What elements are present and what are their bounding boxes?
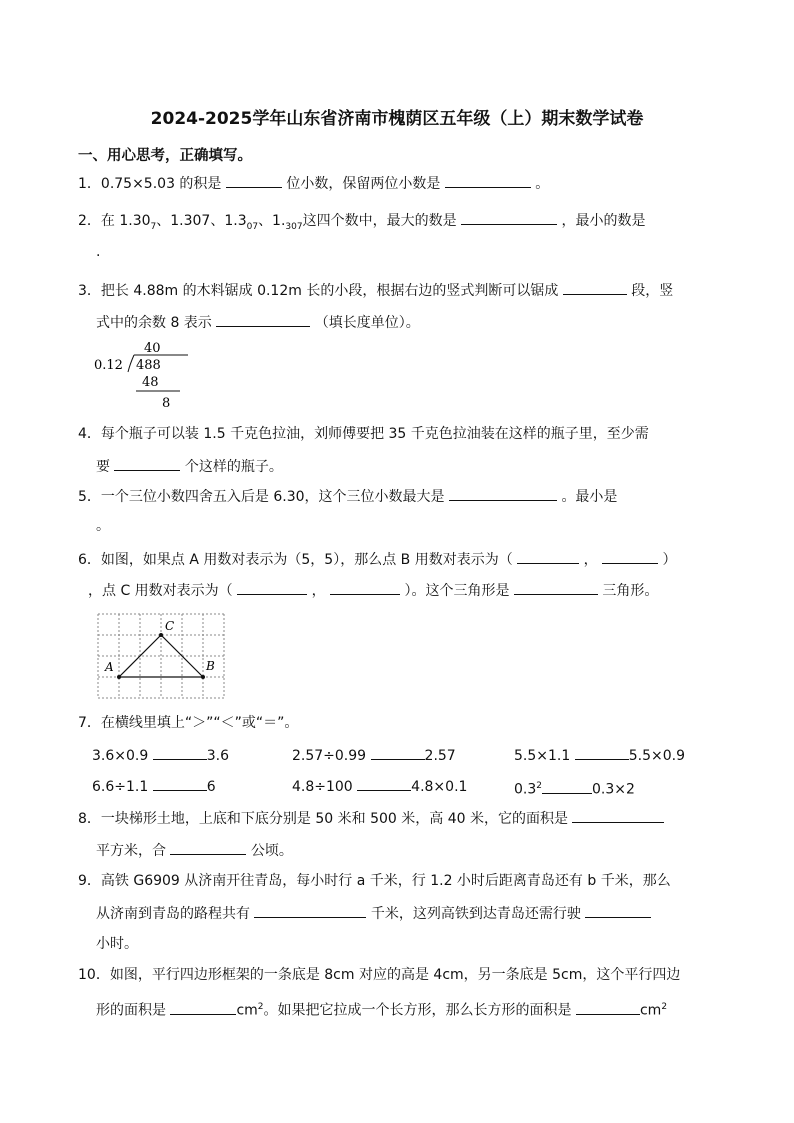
point-b [201,675,205,679]
q8-blank-2[interactable] [170,840,246,855]
q7-blank-2[interactable] [371,745,425,760]
question-10-line-2 [96,997,667,1021]
q6-comma-2: ， [311,583,326,599]
q2-text: 2．在 1.30 [78,213,151,229]
q4-text-2: 要 [96,459,110,475]
q9-blank-1[interactable] [254,903,366,918]
q10-unit-sup: 2 [257,1002,264,1012]
q4-text-3: 个这样的瓶子。 [184,459,283,475]
q1-text-3: 。 [535,176,550,192]
question-8 [78,808,664,829]
q7-blank-4[interactable] [153,776,207,791]
q1-blank-1[interactable] [226,173,282,188]
q7-expr-1: 3.6×0.9 [92,748,149,764]
q6-text-4: 三角形。 [602,583,659,599]
q2-blank-1[interactable] [461,210,557,225]
q6-blank-b-x[interactable] [517,549,579,564]
q7-expr-4: 6.6÷1.1 [92,779,149,795]
q7-blank-5[interactable] [357,776,411,791]
q3-blank-2[interactable] [216,312,310,327]
q9-end: 小时。 [96,936,138,952]
question-6 [78,549,677,570]
q10-text-2: 形的面积是 [96,1002,166,1019]
q1-text-2: 位小数，保留两位小数是 [286,176,441,192]
q10-unit-2-sup: 2 [661,1002,668,1012]
q6-paren: ） [662,552,677,568]
q7-exponent: 2 [536,781,542,791]
q7-item-3 [514,745,685,766]
q7-blank-1[interactable] [153,745,207,760]
q7-expr-6: 0.3 [514,781,537,798]
question-8-line-2 [96,840,293,861]
q8-blank-1[interactable] [572,808,664,823]
q7-item-2 [292,745,456,766]
q7-expr-5b: 4.8×0.1 [411,779,468,795]
q9-text-2: 从济南到青岛的路程共有 [96,906,250,922]
question-3-line-2 [96,312,420,333]
q5-text-2: 。最小是 [561,489,618,505]
q7-expr-5: 4.8÷100 [292,779,353,795]
q7-blank-3[interactable] [575,745,629,760]
q3-text-2: 段，竖 [631,283,674,299]
q6-blank-triangle[interactable] [514,580,598,595]
q5-blank-1[interactable] [449,486,557,501]
q2-text-3: 、1. [258,213,286,229]
q8-text-2: 平方米，合 [96,843,166,859]
q7-expr-1b: 3.6 [206,748,229,764]
q7-expr-2b: 2.57 [424,748,456,764]
q2-text-5: ，最小的数是 [561,213,646,229]
question-6-line-2 [88,580,658,601]
q7-expr-2: 2.57÷0.99 [292,748,367,764]
question-4-line-2 [96,456,283,477]
q6-text: 6．如图，如果点 A 用数对表示为（5，5），那么点 B 用数对表示为（ [78,552,513,568]
division-quotient: 40 [144,341,161,356]
point-a [117,675,121,679]
question-7: 7．在横线里填上“＞”“＜”或“＝”。 [78,715,299,731]
q2-text-2: 、1.307、1.3 [156,213,247,229]
question-5 [78,486,617,507]
label-b: B [206,659,215,673]
q9-text-3: 千米，这列高铁到达青岛还需行驶 [370,906,581,922]
q7-expr-6b: 0.3×2 [592,781,635,798]
division-bracket [128,355,134,372]
q7-expr-3: 5.5×1.1 [514,748,571,764]
q2-repeating-digit-1: 7 [150,222,157,232]
q7-item-5 [292,776,467,797]
division-product: 48 [142,375,159,390]
q1-blank-2[interactable] [445,173,531,188]
q2-repeating-digit-3: 3 [285,222,292,232]
q1-text: 1．0.75×5.03 的积是 [78,176,222,192]
coordinate-grid-figure [96,612,228,702]
long-division-figure [90,338,200,414]
point-c [159,633,163,637]
q10-unit: cm [236,1002,258,1019]
question-3 [78,280,673,301]
q7-blank-6[interactable] [542,779,592,794]
section-heading: 一、用心思考，正确填写。 [78,148,252,164]
q2-end: . [96,244,101,260]
q3-text-3: 式中的余数 8 表示 [96,315,212,331]
q10-unit-2: cm [639,1002,662,1019]
q10-blank-1[interactable] [170,1000,236,1015]
q3-text-4: （填长度单位）。 [314,315,420,331]
q6-text-3: ）。这个三角形是 [404,583,510,599]
q10-blank-2[interactable] [576,1000,640,1015]
division-remainder: 8 [162,396,171,411]
q7-item-4 [92,776,216,797]
q5-text: 5．一个三位小数四舍五入后是 6.30，这个三位小数最大是 [78,489,445,505]
q7-item-1 [92,745,229,766]
q6-blank-b-y[interactable] [602,549,658,564]
q7-expr-3b: 5.5×0.9 [628,748,685,764]
q6-text-2: ，点 C 用数对表示为（ [88,583,233,599]
division-divisor: 0.12 [94,358,123,373]
q10-text-3: 。如果把它拉成一个长方形，那么长方形的面积是 [263,1002,572,1019]
q3-text: 3．把长 4.88m 的木料锯成 0.12m 长的小段，根据右边的竖式判断可以锯成 [78,283,559,299]
division-dividend: 488 [136,358,161,373]
q8-text: 8．一块梯形土地，上底和下底分别是 50 米和 500 米，高 40 米，它的面积是 [78,811,568,827]
q6-blank-c-y[interactable] [330,580,400,595]
q4-blank[interactable] [114,456,180,471]
label-a: A [105,660,114,674]
q9-blank-2[interactable] [585,903,651,918]
question-2 [78,210,646,237]
q7-expr-4b: 6 [206,779,216,795]
q2-text-4: 这四个数中，最大的数是 [302,213,457,229]
grid-lines [98,614,224,698]
q2-repeating-digits-2: 07 [246,222,259,232]
q5-end: 。 [96,518,110,534]
q6-comma: ， [583,552,598,568]
q8-text-3: 公顷。 [250,843,293,859]
question-10: 10．如图，平行四边形框架的一条底是 8cm 对应的高是 4cm，另一条底是 5cm，这个平行四边 [78,967,681,983]
question-1 [78,173,549,194]
q6-blank-c-x[interactable] [237,580,307,595]
q3-blank-1[interactable] [563,280,627,295]
question-4: 4．每个瓶子可以装 1.5 千克色拉油，刘师傅要把 35 千克色拉油装在这样的瓶子里，至少需 [78,426,649,442]
q2-repeating-digits-4: 07 [291,222,303,232]
question-9: 9．高铁 G6909 从济南开往青岛，每小时行 a 千米，行 1.2 小时后距离青岛还有 b 千米，那么 [78,873,671,889]
page-title: 2024-2025学年山东省济南市槐荫区五年级（上）期末数学试卷 [150,109,644,129]
label-c: C [165,619,175,633]
question-9-line-2 [96,903,651,924]
q7-item-6 [514,776,635,800]
